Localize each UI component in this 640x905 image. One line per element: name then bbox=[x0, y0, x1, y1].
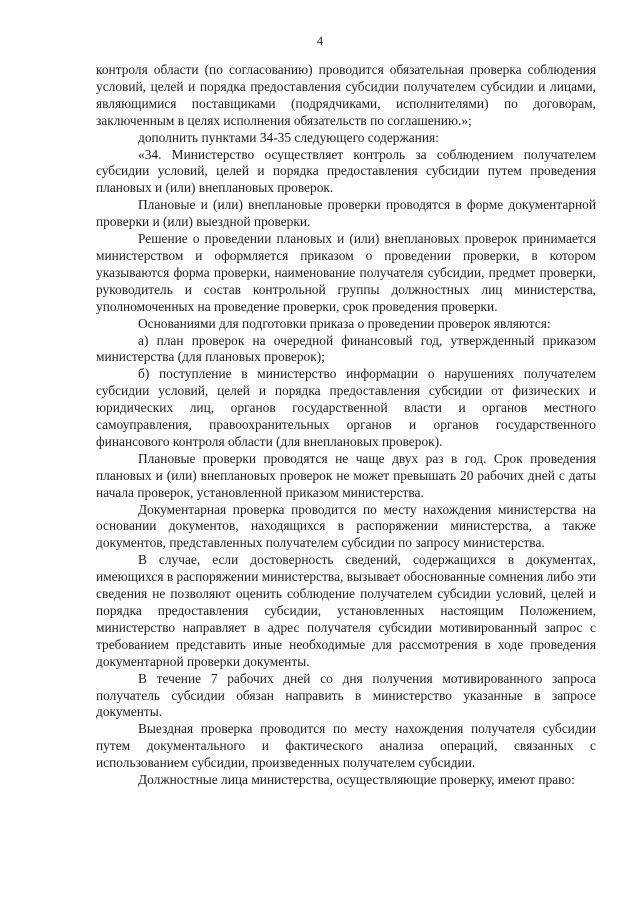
paragraph-ground-b: б) поступление в министерство информации о нарушениях получателем субсидии условий, целей и порядка предоставления субсидии от физических и юридических лиц, органов государственной власти и органов местного самоуправления, правоохранительных органов и органов государственного финансового контроля области (для внеплановых проверок). bbox=[96, 366, 596, 449]
paragraph-amendment-intro: дополнить пунктами 34-35 следующего содержания: bbox=[138, 129, 439, 145]
paragraph-ground-a: а) план проверок на очередной финансовый год, утвержденный приказом министерства (для плановых проверок); bbox=[96, 332, 596, 365]
paragraph-clause-34: «34. Министерство осуществляет контроль за соблюдением получателем субсидии условий, целей и порядка предоставления субсидии путем проведения плановых и (или) внеплановых проверок. bbox=[96, 146, 596, 196]
paragraph-inspection-forms: Плановые и (или) внеплановые проверки проводятся в форме документарной проверки и (или) выездной проверки. bbox=[96, 197, 596, 230]
paragraph-inspection-decision: Решение о проведении плановых и (или) внеплановых проверок принимается министерством и оформляется приказом о проведении проверки, в котором указываются форма проверки, наименование получателя субсидии, предмет проверки, руководитель и состав контрольной группы должностных лиц министерства, уполномоченных на проведение проверки, срок проведения проверки. bbox=[96, 231, 596, 314]
document-body bbox=[96, 62, 596, 789]
paragraph-grounds-intro: Основаниями для подготовки приказа о проведении проверок являются: bbox=[138, 315, 551, 331]
paragraph-inspection-frequency: Плановые проверки проводятся не чаще двух раз в год. Срок проведения плановых и (или) внеплановых проверок не может превышать 20 рабочих дней с даты начала проверок, установленной приказом министерства. bbox=[96, 450, 596, 500]
paragraph-response-deadline: В течение 7 рабочих дней со дня получения мотивированного запроса получатель субсидии обязан направить в министерство указанные в запросе документы. bbox=[96, 670, 596, 720]
paragraph-field-inspection: Выездная проверка проводится по месту нахождения получателя субсидии путем документального и фактического анализа операций, связанных с использованием субсидии, произведенных получателем субсидии. bbox=[96, 721, 596, 771]
paragraph-continuation: контроля области (по согласованию) проводится обязательная проверка соблюдения условий, целей и порядка предоставления субсидии получателем субсидии и лицами, являющимися поставщиками (подрядчиками, исполнителями) по договорам, заключенным в целях исполнения обязательств по соглашению.»; bbox=[96, 62, 596, 128]
paragraph-reasoned-request: В случае, если достоверность сведений, содержащихся в документах, имеющихся в распоряжении министерства, вызывает обоснованные сомнения либо эти сведения не позволяют оценить соблюдение получателем субсидии условий, целей и порядка предоставления субсидии, установленных настоящим Положением, министерство направляет в адрес получателя субсидии мотивированный запрос с требованием представить иные необходимые для рассмотрения в ходе проведения документарной проверки документы. bbox=[96, 552, 596, 669]
page-number: 4 bbox=[316, 34, 324, 48]
paragraph-documentary-inspection: Документарная проверка проводится по месту нахождения министерства на основании документов, находящихся в распоряжении министерства, а также документов, представленных получателем субсидии по запросу министерства. bbox=[96, 501, 596, 551]
paragraph-officials-rights: Должностные лица министерства, осуществляющие проверку, имеют право: bbox=[138, 772, 575, 788]
